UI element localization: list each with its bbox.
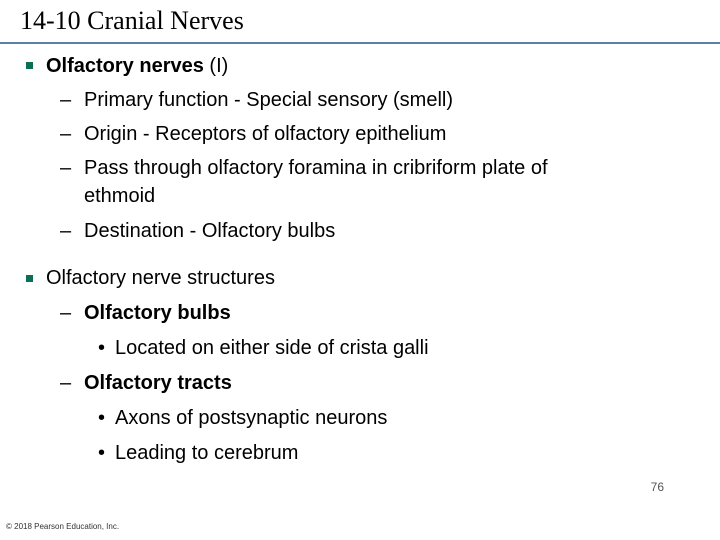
dash-bullet-icon: –: [60, 372, 72, 394]
section1-item: Origin - Receptors of olfactory epithelium: [84, 123, 447, 145]
dash-bullet-icon: –: [60, 302, 72, 324]
dash-bullet-icon: –: [60, 157, 72, 179]
dash-bullet-icon: –: [60, 220, 72, 242]
dash-bullet-icon: –: [60, 123, 72, 145]
section1-heading: [46, 54, 228, 78]
slide-title: 14-10 Cranial Nerves: [20, 6, 244, 35]
dot-bullet-icon: •: [98, 337, 106, 359]
subheading-olfactory-bulbs: Olfactory bulbs: [84, 302, 231, 324]
section1-item: Destination - Olfactory bulbs: [84, 220, 336, 242]
subheading-olfactory-tracts: Olfactory tracts: [84, 372, 232, 394]
dot-bullet-icon: •: [98, 442, 106, 464]
title-divider: [0, 42, 720, 44]
sub-point: Leading to cerebrum: [115, 442, 299, 464]
section1-item-continuation: ethmoid: [84, 185, 156, 207]
section1-item: Primary function - Special sensory (smell): [84, 89, 453, 111]
copyright-notice: © 2018 Pearson Education, Inc.: [6, 522, 120, 531]
section1-item: Pass through olfactory foramina in cribriform plate of: [84, 157, 548, 179]
square-bullet-icon: [26, 62, 33, 69]
dot-bullet-icon: •: [98, 407, 106, 429]
section1-heading-bold: Olfactory nerves: [46, 55, 204, 77]
page-number: 76: [650, 480, 664, 494]
dash-bullet-icon: –: [60, 89, 72, 111]
square-bullet-icon: [26, 275, 33, 282]
section2-heading: Olfactory nerve structures: [46, 267, 275, 289]
section1-heading-rest: (I): [203, 55, 229, 77]
sub-point: Axons of postsynaptic neurons: [115, 407, 388, 429]
sub-point: Located on either side of crista galli: [115, 337, 429, 359]
